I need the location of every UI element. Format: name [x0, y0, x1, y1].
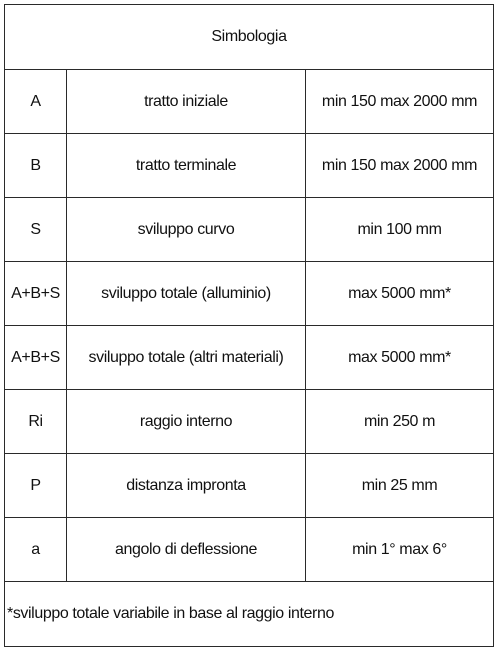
value-cell: min 150 max 2000 mm [306, 70, 494, 134]
value-cell: min 1° max 6° [306, 518, 494, 582]
symbol-cell: A+B+S [5, 326, 67, 390]
value-cell: max 5000 mm* [306, 326, 494, 390]
table-row [5, 390, 494, 454]
value-cell: min 100 mm [306, 198, 494, 262]
symbology-table-body [5, 5, 494, 647]
description-cell: angolo di deflessione [67, 518, 306, 582]
symbol-cell: a [5, 518, 67, 582]
table-row [5, 70, 494, 134]
table-row [5, 326, 494, 390]
description-cell: distanza impronta [67, 454, 306, 518]
symbol-cell: B [5, 134, 67, 198]
table-row [5, 518, 494, 582]
description-cell: tratto terminale [67, 134, 306, 198]
value-cell: max 5000 mm* [306, 262, 494, 326]
symbol-cell: A+B+S [5, 262, 67, 326]
table-row [5, 262, 494, 326]
symbol-cell: S [5, 198, 67, 262]
symbol-cell: P [5, 454, 67, 518]
table-row [5, 134, 494, 198]
symbol-cell: A [5, 70, 67, 134]
symbology-table [4, 4, 494, 647]
value-cell: min 250 m [306, 390, 494, 454]
footnote-row [5, 582, 494, 647]
description-cell: sviluppo totale (alluminio) [67, 262, 306, 326]
description-cell: tratto iniziale [67, 70, 306, 134]
symbol-cell: Ri [5, 390, 67, 454]
description-cell: sviluppo curvo [67, 198, 306, 262]
description-cell: raggio interno [67, 390, 306, 454]
value-cell: min 25 mm [306, 454, 494, 518]
table-row [5, 198, 494, 262]
table-title: Simbologia [5, 5, 494, 70]
footnote-text: *sviluppo totale variabile in base al raggio interno [5, 582, 494, 647]
description-cell: sviluppo totale (altri materiali) [67, 326, 306, 390]
table-row [5, 454, 494, 518]
table-header-row [5, 5, 494, 70]
value-cell: min 150 max 2000 mm [306, 134, 494, 198]
